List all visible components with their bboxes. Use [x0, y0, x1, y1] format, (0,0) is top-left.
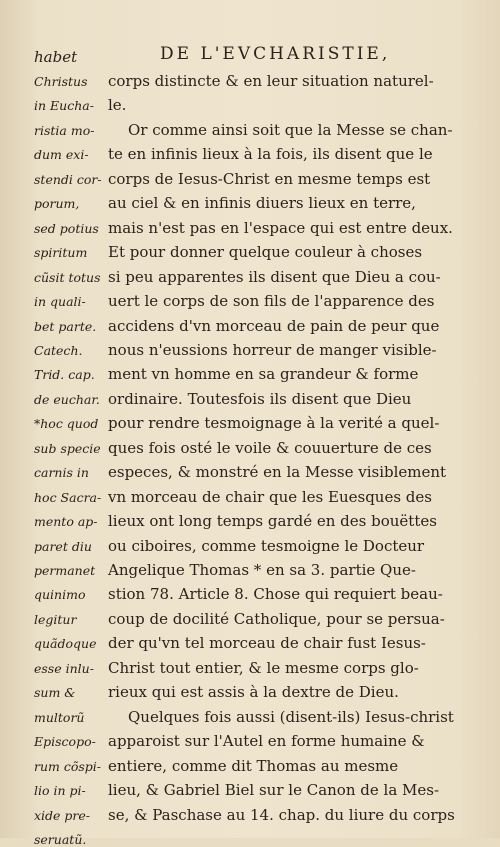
text-line: coup de docilité Catholique, pour se persua-: [108, 609, 445, 628]
text-line: corps de Iesus-Christ en mesme temps est: [108, 169, 431, 188]
text-line: le.: [108, 96, 127, 115]
margin-note-line: in Eucha-: [34, 98, 94, 114]
margin-note-line: hoc Sacra-: [34, 489, 102, 505]
margin-note-line: rum cõspi-: [34, 758, 102, 774]
margin-note-line: permanet: [34, 563, 96, 578]
header-catchword: habet: [34, 48, 78, 66]
margin-note-line: sub specie: [34, 440, 101, 456]
margin-note-line: multorũ: [34, 709, 85, 725]
text-line: stion 78. Article 8. Chose qui requiert beau-: [108, 585, 443, 604]
margin-note-line: Catech.: [34, 342, 83, 358]
text-line: corps distincte & en leur situation naturel-: [108, 72, 434, 90]
margin-note-line: stendi cor-: [34, 171, 102, 187]
text-line: nous n'eussions horreur de manger visible-: [108, 340, 437, 359]
text-line: au ciel & en infinis diuers lieux en terre,: [108, 194, 416, 213]
margin-note-line: cũsit totus: [34, 269, 101, 285]
margin-note-line: sum &: [34, 685, 76, 701]
margin-note-line: carnis in: [34, 465, 89, 481]
margin-note-line: quãdoque: [34, 636, 97, 652]
margin-note-line: mento ap-: [34, 514, 98, 530]
running-title: DE L'EVCHARISTIE,: [160, 44, 391, 64]
text-line: der qu'vn tel morceau de chair fust Iesus-: [108, 634, 426, 653]
margin-note-line: porum,: [34, 196, 80, 212]
margin-note-line: xide pre-: [34, 807, 91, 823]
text-line: uert le corps de son fils de l'apparence des: [108, 292, 435, 311]
margin-note-line: Christus: [34, 74, 88, 89]
text-line: te en infinis lieux à la fois, ils disent que le: [108, 145, 433, 164]
text-line: Angelique Thomas * en sa 3. partie Que-: [108, 561, 416, 579]
text-line: entiere, comme dit Thomas au mesme: [108, 756, 399, 775]
text-line: Christ tout entier, & le mesme corps glo-: [108, 658, 419, 677]
text-line: especes, & monstré en la Messe visiblement: [108, 463, 447, 482]
margin-note-line: spiritum: [34, 245, 88, 261]
margin-note-line: in quali-: [34, 294, 86, 310]
text-line: Et pour donner quelque couleur à choses: [108, 243, 423, 262]
text-line: ques fois osté le voile & couuerture de ces: [108, 438, 432, 457]
margin-note-line: sed potius: [34, 220, 99, 236]
text-line: pour rendre tesmoignage à la verité a quel-: [108, 414, 440, 433]
margin-note-line: esse inlu-: [34, 660, 94, 676]
margin-note-line: legitur: [34, 611, 77, 627]
margin-note-line: Trid. cap.: [34, 367, 95, 383]
text-line: lieu, & Gabriel Biel sur le Canon de la Mes-: [108, 781, 440, 800]
text-line: mais n'est pas en l'espace qui est entre deux.: [108, 218, 453, 237]
page-header: [34, 44, 464, 68]
margin-note-line: paret diu: [34, 538, 92, 554]
text-line: Or comme ainsi soit que la Messe se chan-: [128, 120, 453, 139]
text-line: si peu apparentes ils disent que Dieu a cou-: [108, 267, 441, 286]
text-line: ou ciboires, comme tesmoigne le Docteur: [108, 536, 425, 555]
margin-note-line: dum exi-: [34, 147, 89, 163]
margin-note-line: bet parte.: [34, 318, 97, 334]
text-line: apparoist sur l'Autel en forme humaine &: [108, 732, 425, 751]
text-line: ment vn homme en sa grandeur & forme: [108, 365, 419, 384]
text-line: lieux ont long temps gardé en des bouëttes: [108, 512, 437, 531]
text-line: ordinaire. Toutesfois ils disent que Dieu: [108, 389, 412, 408]
text-line: rieux qui est assis à la dextre de Dieu.: [108, 683, 399, 702]
text-line: se, & Paschase au 14. chap. du liure du corps: [108, 805, 455, 824]
margin-note-line: ristia mo-: [34, 122, 95, 138]
margin-note-line: Episcopo-: [34, 734, 96, 750]
margin-note-line: de euchar.: [34, 391, 100, 407]
margin-note-line: seruatũ.: [34, 831, 87, 847]
margin-note-line: lio in pi-: [34, 783, 86, 799]
margin-note-line: quinimo: [34, 587, 86, 603]
text-line: Quelques fois aussi (disent-ils) Iesus-christ: [128, 707, 454, 726]
margin-note-line: *hoc quod: [34, 416, 99, 432]
text-line: vn morceau de chair que les Euesques des: [108, 487, 432, 506]
text-line: accidens d'vn morceau de pain de peur que: [108, 316, 440, 335]
